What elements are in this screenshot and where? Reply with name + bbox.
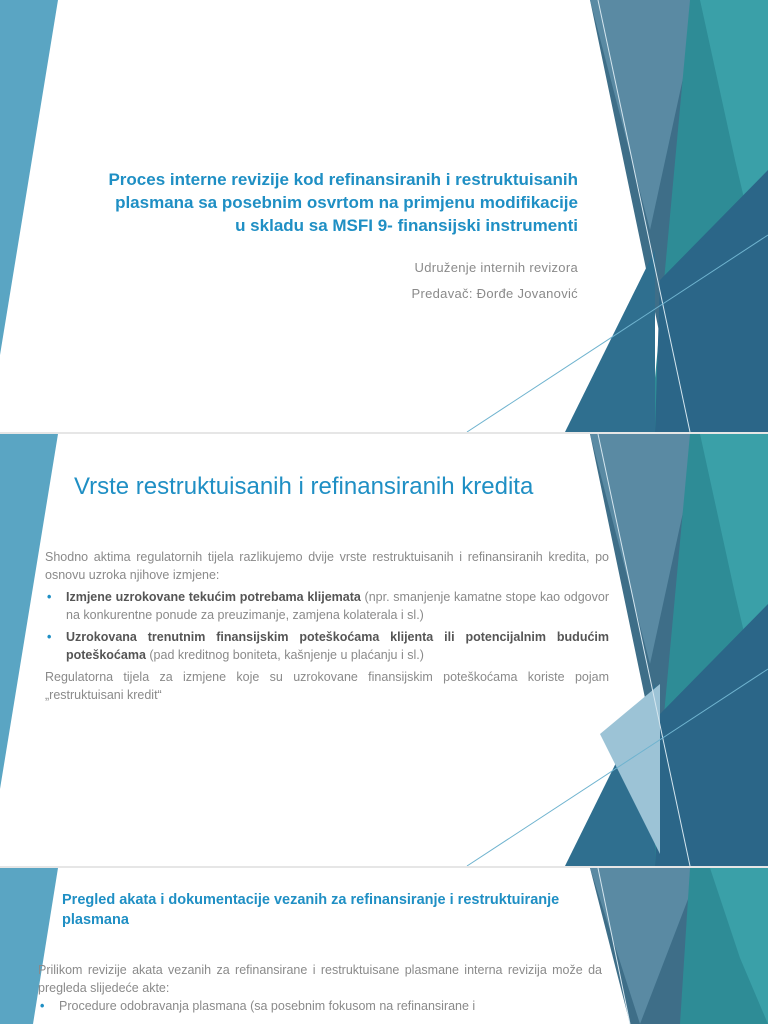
intro-paragraph: Shodno aktima regulatornih tijela razlikujemo dvije vrste restruktuisanih i refinansiranih kredita, po osnovu uzroka njihove izmjene:	[45, 550, 609, 582]
title-line: u skladu sa MSFI 9- finansijski instrumenti	[235, 216, 578, 235]
closing-paragraph: Regulatorna tijela za izmjene koje su uzrokovane finansijskim poteškoćama koriste pojam „restruktuisani kredit“	[45, 670, 609, 702]
bullet-bold-text: Izmjene uzrokovane tekućim potrebama klijemata	[66, 590, 361, 604]
intro-paragraph: Prilikom revizije akata vezanih za refinansirane i restruktuisane plasmane interna revizija može da pregleda slijedeće akte:	[38, 963, 602, 995]
slide-3-body	[38, 961, 602, 1019]
slide-1	[0, 0, 768, 432]
slide-2	[0, 434, 768, 866]
bullet-item	[45, 588, 609, 624]
bullet-bold-text: Uzrokovana trenutnim finansijskim poteškoćama klijenta ili potencijalnim budućim poteškoćama	[66, 630, 609, 662]
bullet-icon: •	[40, 999, 45, 1013]
bullet-text: (pad kreditnog boniteta, kašnjenje u plaćanju i sl.)	[145, 648, 424, 662]
organization-subtitle: Udruženje internih revizora	[414, 260, 578, 275]
presenter-subtitle: Predavač: Đorđe Jovanović	[411, 286, 578, 301]
bullet-icon: •	[47, 630, 52, 644]
bullet-item	[38, 997, 602, 1015]
bullet-text: Procedure odobravanja plasmana (sa posebnim fokusom na refinansirane i	[59, 999, 476, 1013]
title-line: plasmana sa posebnim osvrtom na primjenu modifikacije	[115, 193, 578, 212]
left-accent-bar	[0, 0, 58, 355]
bullet-text: (npr. smanjenje kamatne stope kao odgovor na konkurentne ponude za preuzimanje, zamjena kolaterala i sl.)	[66, 590, 609, 622]
title-line: Proces interne revizije kod refinansiranih i restruktuisanih	[108, 170, 578, 189]
slide-2-title: Vrste restruktuisanih i refinansiranih kredita	[74, 473, 534, 500]
presentation-title	[100, 168, 578, 237]
bullet-item	[45, 628, 609, 664]
right-facet-triangle	[565, 250, 655, 432]
slide-3-title: Pregled akata i dokumentacije vezanih za refinansiranje i restruktuiranje plasmana	[62, 892, 560, 928]
bullet-icon: •	[47, 590, 52, 604]
slide-3	[0, 868, 768, 1024]
slide-2-body	[45, 548, 609, 708]
